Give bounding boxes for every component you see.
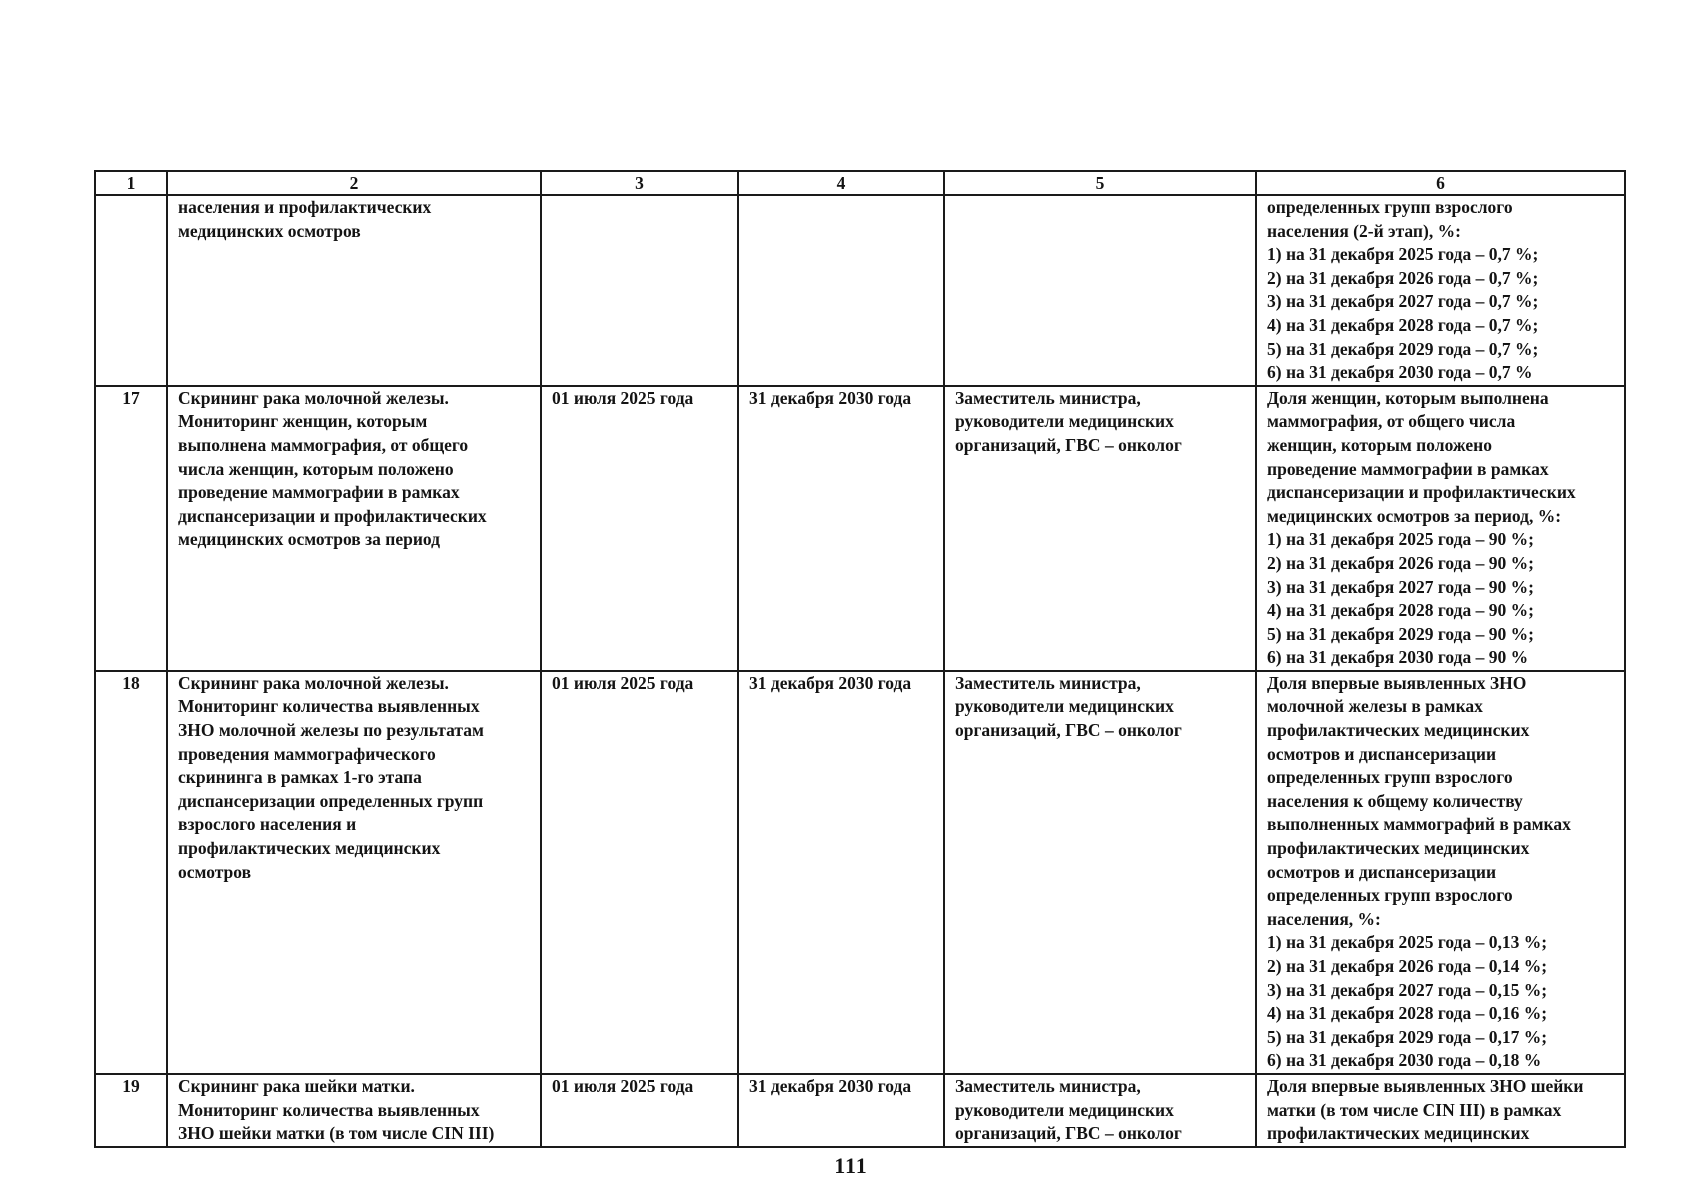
row-number-cell xyxy=(95,195,167,386)
end-date-cell xyxy=(738,195,944,386)
row-number-cell: 17 xyxy=(95,386,167,671)
indicator-cell: Доля женщин, которым выполнена маммография, от общего числа женщин, которым положено проведение маммографии в рамках диспансеризации и профилактических медицинских осмотров за период, %: 1) на 31 декабря 2025 года – 90 %; 2) на 31 декабря 2026 года – 90 %; 3) на 31 декабря 2027 года – 90 %; 4) на 31 декабря 2028 года – 90 %; 5) на 31 декабря 2029 года – 90 %; 6) на 31 декабря 2030 года – 90 % xyxy=(1256,386,1625,671)
end-date-cell: 31 декабря 2030 года xyxy=(738,386,944,671)
column-number-header: 3 xyxy=(541,171,738,195)
measure-cell: Скрининг рака шейки матки. Мониторинг количества выявленных ЗНО шейки матки (в том числе CIN III) xyxy=(167,1074,541,1147)
indicator-cell: Доля впервые выявленных ЗНО шейки матки (в том числе CIN III) в рамках профилактических медицинских xyxy=(1256,1074,1625,1147)
column-number-header-row xyxy=(95,171,1625,195)
column-number-header: 5 xyxy=(944,171,1256,195)
end-date-cell: 31 декабря 2030 года xyxy=(738,1074,944,1147)
responsible-cell: Заместитель министра, руководители медицинских организаций, ГВС – онколог xyxy=(944,386,1256,671)
table-row xyxy=(95,386,1625,671)
indicator-cell: Доля впервые выявленных ЗНО молочной железы в рамках профилактических медицинских осмотров и диспансеризации определенных групп взрослого населения к общему количеству выполненных маммографий в рамках профилактических медицинских осмотров и диспансеризации определенных групп взрослого населения, %: 1) на 31 декабря 2025 года – 0,13 %; 2) на 31 декабря 2026 года – 0,14 %; 3) на 31 декабря 2027 года – 0,15 %; 4) на 31 декабря 2028 года – 0,16 %; 5) на 31 декабря 2029 года – 0,17 %; 6) на 31 декабря 2030 года – 0,18 % xyxy=(1256,671,1625,1074)
indicator-cell: определенных групп взрослого населения (2-й этап), %: 1) на 31 декабря 2025 года – 0,7 %; 2) на 31 декабря 2026 года – 0,7 %; 3) на 31 декабря 2027 года – 0,7 %; 4) на 31 декабря 2028 года – 0,7 %; 5) на 31 декабря 2029 года – 0,7 %; 6) на 31 декабря 2030 года – 0,7 % xyxy=(1256,195,1625,386)
start-date-cell xyxy=(541,195,738,386)
measure-cell: Скрининг рака молочной железы. Мониторинг женщин, которым выполнена маммография, от общего числа женщин, которым положено проведение маммографии в рамках диспансеризации и профилактических медицинских осмотров за период xyxy=(167,386,541,671)
table-row xyxy=(95,1074,1625,1147)
responsible-cell: Заместитель министра, руководители медицинских организаций, ГВС – онколог xyxy=(944,1074,1256,1147)
start-date-cell: 01 июля 2025 года xyxy=(541,671,738,1074)
start-date-cell: 01 июля 2025 года xyxy=(541,386,738,671)
table-row xyxy=(95,671,1625,1074)
start-date-cell: 01 июля 2025 года xyxy=(541,1074,738,1147)
table-row xyxy=(95,195,1625,386)
measure-cell: населения и профилактических медицинских осмотров xyxy=(167,195,541,386)
row-number-cell: 18 xyxy=(95,671,167,1074)
column-number-header: 6 xyxy=(1256,171,1625,195)
responsible-cell: Заместитель министра, руководители медицинских организаций, ГВС – онколог xyxy=(944,671,1256,1074)
column-number-header: 2 xyxy=(167,171,541,195)
column-number-header: 4 xyxy=(738,171,944,195)
end-date-cell: 31 декабря 2030 года xyxy=(738,671,944,1074)
page-number: 111 xyxy=(834,1153,868,1178)
document-table xyxy=(94,170,1626,1148)
row-number-cell: 19 xyxy=(95,1074,167,1147)
column-number-header: 1 xyxy=(95,171,167,195)
measure-cell: Скрининг рака молочной железы. Мониторинг количества выявленных ЗНО молочной железы по результатам проведения маммографического скрининга в рамках 1-го этапа диспансеризации определенных групп взрослого населения и профилактических медицинских осмотров xyxy=(167,671,541,1074)
responsible-cell xyxy=(944,195,1256,386)
